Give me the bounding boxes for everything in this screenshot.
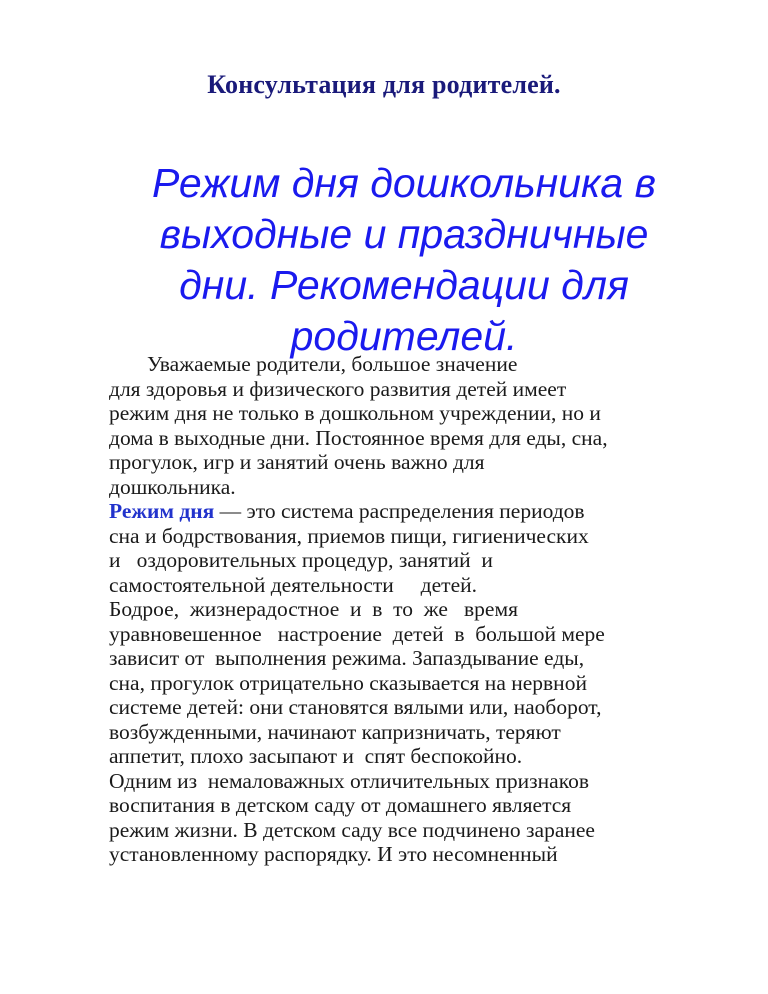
paragraph-line: Бодрое, жизнерадостное и в то же время: [109, 597, 518, 621]
paragraph-line: воспитания в детском саду от домашнего является: [109, 793, 572, 817]
paragraph-line: самостоятельной деятельности детей.: [109, 572, 477, 597]
consultation-heading: Консультация для родителей.: [207, 70, 561, 99]
title-line: дни. Рекомендации для: [179, 262, 629, 308]
paragraph-line: Одним из немаловажных отличительных признаков: [109, 768, 589, 793]
paragraph-line: установленному распорядку. И это несомненный: [109, 842, 558, 866]
paragraph-line: сна и бодрствования, приемов пищи, гигиенических: [109, 523, 589, 548]
definition-line: [109, 499, 749, 524]
paragraph-line: дошкольника.: [109, 474, 236, 499]
paragraph-line: прогулок, игр и занятий очень важно для: [109, 450, 485, 474]
document-body: [109, 352, 749, 867]
paragraph-line: аппетит, плохо засыпают и спят беспокойно.: [109, 744, 523, 768]
paragraph-line: и оздоровительных процедур, занятий и: [109, 548, 493, 572]
title-line: выходные и праздничные: [159, 211, 649, 257]
paragraph-line: дома в выходные дни. Постоянное время для еды, сна,: [109, 425, 608, 450]
paragraph-line: зависит от выполнения режима. Запаздывание еды,: [109, 646, 585, 670]
paragraph-line: режим жизни. В детском саду все подчинено заранее: [109, 817, 595, 842]
paragraph-line: режим дня не только в дошкольном учреждении, но и: [109, 401, 601, 425]
title-line: Режим дня дошкольника в: [151, 160, 656, 206]
document-title: [110, 158, 698, 362]
paragraph-line: системе детей: они становятся вялыми или, наоборот,: [109, 695, 602, 719]
paragraph-line: Уважаемые родители, большое значение: [147, 352, 518, 376]
paragraph-line: сна, прогулок отрицательно сказывается на нервной: [109, 670, 587, 695]
title-line: родителей.: [290, 313, 518, 359]
paragraph-line: уравновешенное настроение детей в большой мере: [109, 621, 605, 646]
paragraph-line: возбужденными, начинают капризничать, теряют: [109, 719, 561, 744]
definition-rest: — это система распределения периодов: [214, 499, 585, 523]
paragraph-line: для здоровья и физического развития детей имеет: [109, 376, 567, 401]
definition-term: Режим дня: [109, 499, 215, 523]
